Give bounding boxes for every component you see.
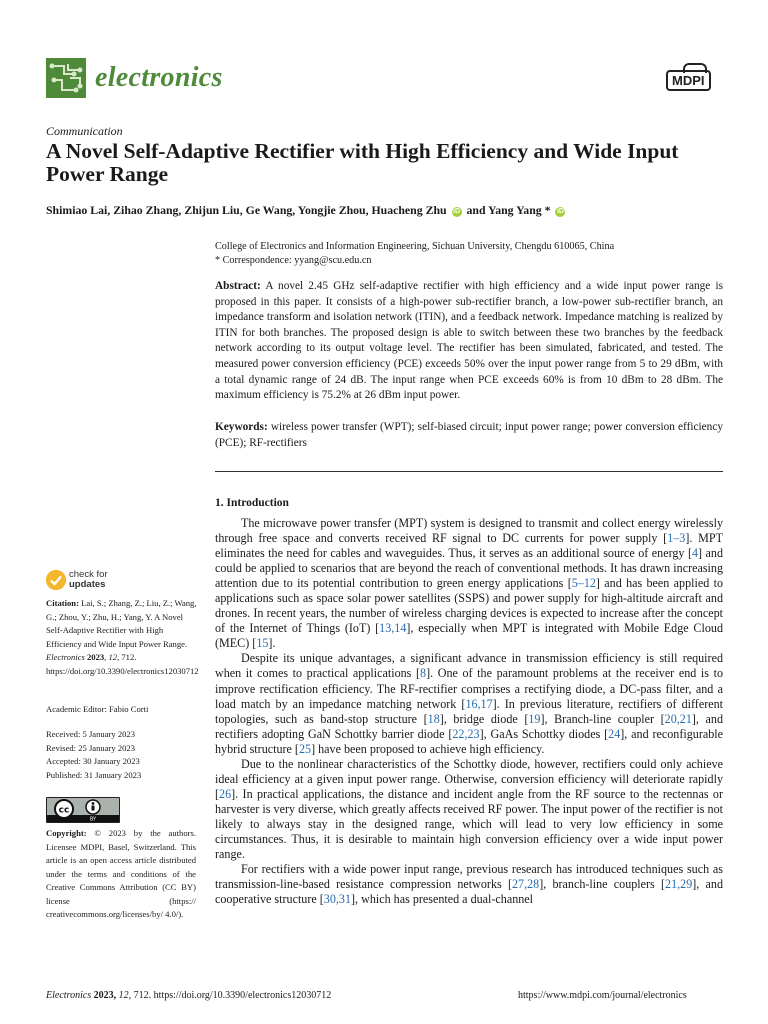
citation-block: Citation: Lai, S.; Zhang, Z.; Liu, Z.; Wang, G.; Zhou, Y.; Zhu, H.; Yang, Y. A Novel Self-Adaptive Rectifier with High Efficiency and Wide Input Power Range. Electronics 2023, 12, 712. https://doi.org/10.3390/electronics12030712 xyxy=(46,598,199,676)
citation-link[interactable]: 1–3 xyxy=(667,531,686,546)
keywords-label: Keywords: xyxy=(215,421,268,433)
citation-link[interactable]: 18 xyxy=(427,711,440,726)
abstract-text: A novel 2.45 GHz self-adaptive rectifier with high efficiency and a wide input power range is proposed in this paper. It consists of a high-power sub-rectifier branch, a low-power sub-rectifier branch, an impedance transform and isolation network (ITIN), and a feedback network. Impedance matching is realized by ITIN for both branches. The proposed design is able to switch between these two branches by the feedback network according to its output voltage level. The rectifier has been simulated, fabricated, and tested. The measured power conversion efficiency (PCE) exceeds 50% over the input power range from 5 to 29 dBm, with a total dynamic range of 24 dB. The input range when PCE exceeds 60% is from 10 dBm to 28 dBm. The maximum efficiency is 75.2% at 26 dBm input power. xyxy=(215,280,723,402)
footer-citation: Electronics 2023, 12, 712. https://doi.org/10.3390/electronics12030712 xyxy=(46,990,332,1001)
article-type: Communication xyxy=(46,124,123,138)
citation-link[interactable]: 4 xyxy=(691,546,699,561)
orcid-icon[interactable]: iD xyxy=(556,208,564,215)
footer-doi-link[interactable]: 712. https://doi.org/10.3390/electronics12030712 xyxy=(133,990,332,1001)
citation-link[interactable]: 8 xyxy=(420,666,427,681)
correspondence: * Correspondence: yyang@scu.edu.cn xyxy=(215,255,372,266)
keywords xyxy=(215,420,723,451)
cc-by-license-icon[interactable] xyxy=(46,797,120,823)
check-for-updates-button[interactable]: check for updates xyxy=(69,569,108,590)
authors-text: Shimiao Lai, Zihao Zhang, Zhijun Liu, Ge Wang, Yongjie Zhou, Huacheng Zhu xyxy=(46,203,447,217)
citation-link[interactable]: 26 xyxy=(219,786,232,801)
accepted-date: Accepted: 30 January 2023 xyxy=(46,756,140,766)
publisher-logo[interactable]: MDPI xyxy=(666,70,711,91)
affiliation: College of Electronics and Information Engineering, Sichuan University, Chengdu 610065, China xyxy=(215,241,615,252)
citation-link[interactable]: 24 xyxy=(608,726,621,741)
article-title: A Novel Self-Adaptive Rectifier with High Efficiency and Wide Input Power Range xyxy=(46,139,679,186)
citation-link[interactable]: 16,17 xyxy=(465,696,493,711)
intro-paragraph: Due to the nonlinear characteristics of the Schottky diode, however, rectifiers could only achieve ideal efficiency at a given input power range. Otherwise, conversion efficiency will deteriorate rapidly [26]. In practical applications, the distance and incident angle from the RF source to the rectennas or harvester is very diverse, which greatly affects received RF power. The input power of the rectifier is not likely to always stay in the designed range, which will lead to very low efficiency in some circumstances. Thus, it is desirable to maintain high conversion efficiency over a wide input power range. xyxy=(215,756,723,862)
publication-dates xyxy=(46,728,141,782)
citation-link[interactable]: 20,21 xyxy=(664,711,692,726)
abstract xyxy=(215,279,723,404)
section-heading: 1. Introduction xyxy=(215,497,289,509)
citation-link[interactable]: 5–12 xyxy=(571,576,596,591)
keywords-text: wireless power transfer (WPT); self-biased circuit; input power range; power conversion efficiency (PCE); RF-rectifiers xyxy=(215,421,723,449)
journal-name: electronics xyxy=(95,62,223,93)
copyright-text: © 2023 by the authors. Licensee MDPI, Basel, Switzerland. This article is an open access article distributed under the terms and conditions of the Creative Commons Attribution (CC BY) license (https:// creativecommons.org/licenses/by/ 4.0/). xyxy=(46,828,196,919)
citation-link[interactable]: 30,31 xyxy=(323,892,352,907)
check-for-updates-icon[interactable] xyxy=(46,570,66,590)
introduction-body xyxy=(215,516,723,907)
copyright-notice xyxy=(46,827,196,922)
citation-link[interactable]: 25 xyxy=(298,741,312,756)
citation-doi[interactable]: 712. https://doi.org/10.3390/electronics12030712 xyxy=(46,652,199,676)
section-divider xyxy=(215,471,723,472)
citation-link[interactable]: 27,28 xyxy=(511,877,540,892)
citation-link[interactable]: 22,23 xyxy=(452,726,480,741)
citation-text: Lai, S.; Zhang, Z.; Liu, Z.; Wang, G.; Zhou, Y.; Zhu, H.; Yang, Y. A Novel Self-Adaptive Rectifier with High Efficiency and Wide Input Power Range. xyxy=(46,598,197,649)
received-date: Received: 5 January 2023 xyxy=(46,729,136,739)
authors-last: and Yang Yang * xyxy=(466,203,551,217)
footer-journal-url[interactable]: https://www.mdpi.com/journal/electronics xyxy=(518,990,687,1001)
citation-link[interactable]: 15 xyxy=(256,636,269,651)
journal-logo-icon xyxy=(46,58,86,98)
intro-paragraph: For rectifiers with a wide power input range, previous research has introduced techniques such as transmission-line-based resistance compression networks [27,28], branch-line couplers [21,29], and cooperative structure [30,31], which has presented a dual-channel xyxy=(215,862,723,907)
svg-text:cc: cc xyxy=(58,805,70,816)
citation-label: Citation: xyxy=(46,598,79,608)
revised-date: Revised: 25 January 2023 xyxy=(46,742,136,753)
copyright-label: Copyright: xyxy=(46,828,87,838)
published-date: Published: 31 January 2023 xyxy=(46,769,142,780)
academic-editor: Academic Editor: Fabio Corti xyxy=(46,704,149,714)
author-list xyxy=(46,203,746,218)
citation-link[interactable]: 13,14 xyxy=(379,621,407,636)
intro-paragraph: The microwave power transfer (MPT) system is designed to transmit and collect energy wirelessly through free space and converts received RF signal to DC currents for power supply [1–3]. MPT eliminates the need for cables and waveguides. Thus, it serves as an additional source of energy [4] and could be applied to scenarios that are beyond the reach of conventional methods. It has drawn increasing attention due to its potential contribution to green energy applications [5–12] and has been applied to applications such as space solar power satellites (SSPS) and power supply for high-altitude aircraft and drones. In recent years, the number of wireless charging devices is expected to increase after the concept of the Internet of Things (IoT) [13,14], especially when MPT is integrated with Mobile Edge Cloud (MEC) [15]. xyxy=(215,516,723,651)
svg-text:BY: BY xyxy=(89,816,97,822)
orcid-icon[interactable]: iD xyxy=(453,208,461,215)
citation-link[interactable]: 19 xyxy=(528,711,541,726)
intro-paragraph: Despite its unique advantages, a significant advance in transmission efficiency is still required when it comes to practical applications [8]. One of the paramount problems at the receiver end is to improve rectification efficiency. The RF-rectifier comprises a rectifying diode, a DC-pass filter, and a load match by an impedance matching network [16,17]. In previous literature, rectifiers of different topologies, such as band-stop structure [18], bridge diode [19], Branch-line coupler [20,21], and rectifiers adopting GaN Schottky barrier diode [22,23], GaAs Schottky diodes [24], and reconfigurable hybrid structure [25] have been proposed to achieve high efficiency. xyxy=(215,651,723,756)
citation-link[interactable]: 21,29 xyxy=(665,877,693,892)
abstract-label: Abstract: xyxy=(215,280,261,292)
